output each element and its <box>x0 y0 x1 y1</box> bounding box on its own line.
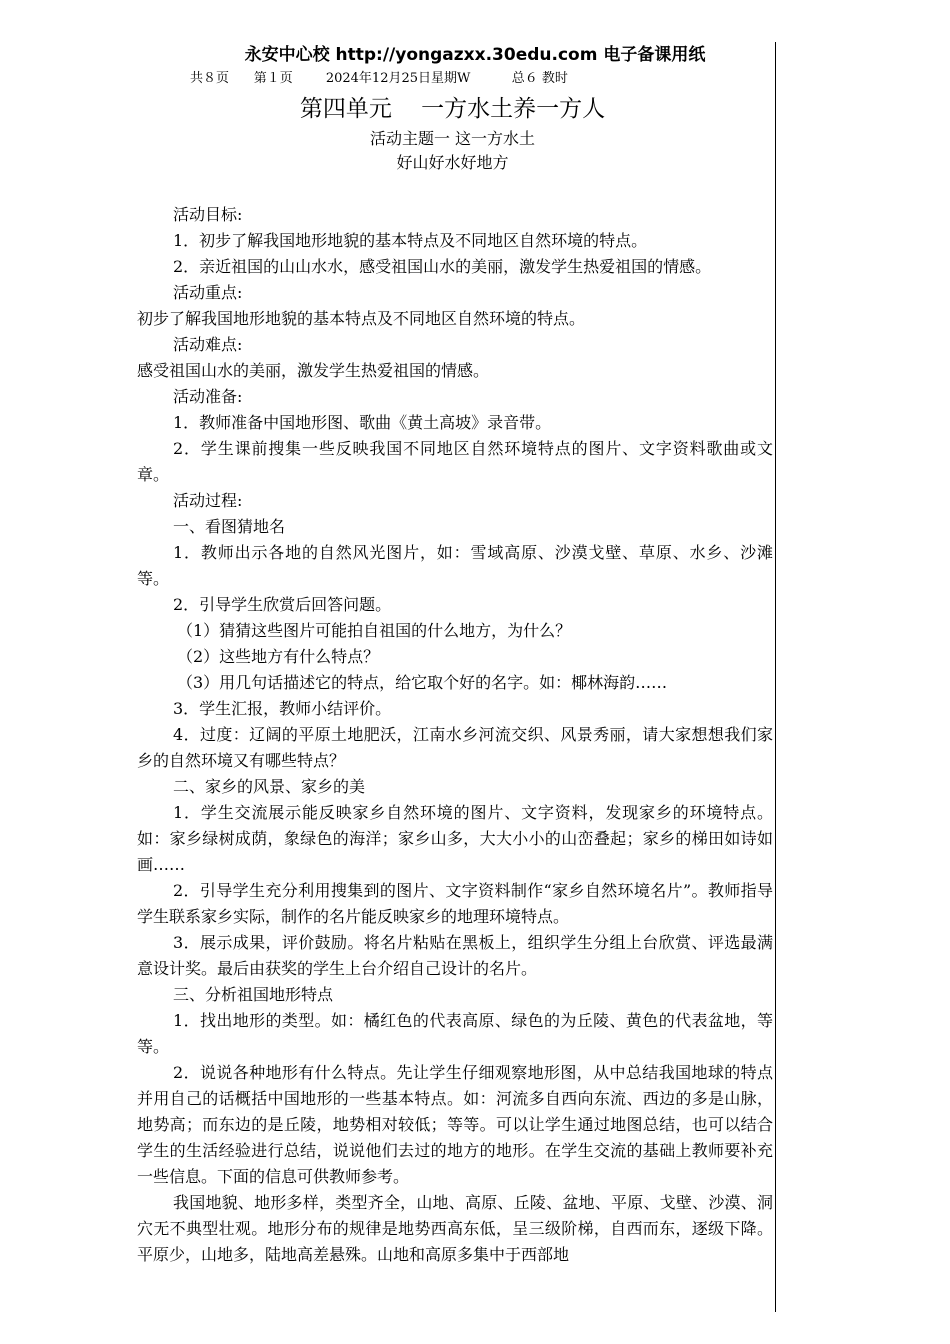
paragraph: 4．过度：辽阔的平原土地肥沃，江南水乡河流交织、风景秀丽，请大家想想我们家乡的自然环境又有哪些特点？ <box>137 725 773 770</box>
paragraph: 初步了解我国地形地貌的基本特点及不同地区自然环境的特点。 <box>137 309 586 328</box>
paragraph: 1．教师准备中国地形图、歌曲《黄土高坡》录音带。 <box>173 413 552 432</box>
section-heading: 二、家乡的风景、家乡的美 <box>173 777 366 796</box>
paragraph: 活动准备: <box>173 387 243 406</box>
paragraph: 活动目标: <box>173 205 243 224</box>
paragraph: 2．亲近祖国的山山水水，感受祖国山水的美丽，激发学生热爱祖国的情感。 <box>173 257 712 276</box>
paragraph: 3．展示成果，评价鼓励。将名片粘贴在黑板上，组织学生分组上台欣赏、评选最满意设计奖。最后由获奖的学生上台介绍自己设计的名片。 <box>137 933 773 978</box>
lesson-body <box>137 202 773 1268</box>
paragraph: 活动重点: <box>173 283 243 302</box>
section-heading: 三、分析祖国地形特点 <box>173 985 334 1004</box>
unit-title: 第四单元 一方水土养一方人 <box>299 96 606 122</box>
paragraph: 2．说说各种地形有什么特点。先让学生仔细观察地形图，从中总结我国地球的特点并用自己的话概括中国地形的一些基本特点。如：河流多自西向东流、西边的多是山脉，地势高；而东边的是丘陵，地势相对较低；等等。可以让学生通过地图总结，也可以结合学生的生活经验进行总结，说说他们去过的地方的地形。在学生交流的基础上教师要补充一些信息。下面的信息可供教师参考。 <box>137 1063 773 1186</box>
paragraph: 我国地貌、地形多样，类型齐全，山地、高原、丘陵、盆地、平原、戈壁、沙漠、洞穴无不典型壮观。地形分布的规律是地势西高东低，呈三级阶梯，自西而东，逐级下降。平原少，山地多，陆地高差悬殊。山地和高原多集中于西部地 <box>137 1193 773 1264</box>
paragraph: 1．教师出示各地的自然风光图片，如：雪域高原、沙漠戈壁、草原、水乡、沙滩等。 <box>137 543 773 588</box>
paragraph: （2）这些地方有什么特点？ <box>177 647 380 666</box>
paragraph: 感受祖国山水的美丽，激发学生热爱祖国的情感。 <box>137 361 490 380</box>
paragraph: 2．引导学生充分利用搜集到的图片、文字资料制作“家乡自然环境名片”。教师指导学生联系家乡实际，制作的名片能反映家乡的地理环境特点。 <box>137 881 773 926</box>
activity-theme: 活动主题一 这一方水土 <box>369 129 536 148</box>
paragraph: 1．找出地形的类型。如：橘红色的代表高原、绿色的为丘陵、黄色的代表盆地，等等。 <box>137 1011 773 1056</box>
page-meta: 共８页 第１页 2024年12月25日星期W 总６ 教时 <box>190 71 568 86</box>
paragraph: 3．学生汇报，教师小结评价。 <box>173 699 392 718</box>
paragraph: 2．学生课前搜集一些反映我国不同地区自然环境特点的图片、文字资料歌曲或文章。 <box>137 439 773 484</box>
paragraph: 活动过程: <box>173 491 243 510</box>
paragraph: （1）猜猜这些图片可能拍自祖国的什么地方，为什么？ <box>177 621 572 640</box>
paragraph: 1．初步了解我国地形地貌的基本特点及不同地区自然环境的特点。 <box>173 231 648 250</box>
school-header: 永安中心校 http://yongazxx.30edu.com 电子备课用纸 <box>244 45 706 65</box>
margin-line <box>775 42 776 1312</box>
section-heading: 一、看图猜地名 <box>173 517 286 536</box>
paragraph: 活动难点: <box>173 335 243 354</box>
paragraph: （3）用几句话描述它的特点，给它取个好的名字。如：椰林海韵…… <box>177 673 668 692</box>
paragraph: 2．引导学生欣赏后回答问题。 <box>173 595 392 614</box>
paragraph: 1．学生交流展示能反映家乡自然环境的图片、文字资料，发现家乡的环境特点。如：家乡绿树成荫，象绿色的海洋；家乡山多，大大小小的山峦叠起；家乡的梯田如诗如画…… <box>137 803 773 874</box>
lesson-title: 好山好水好地方 <box>396 153 509 172</box>
